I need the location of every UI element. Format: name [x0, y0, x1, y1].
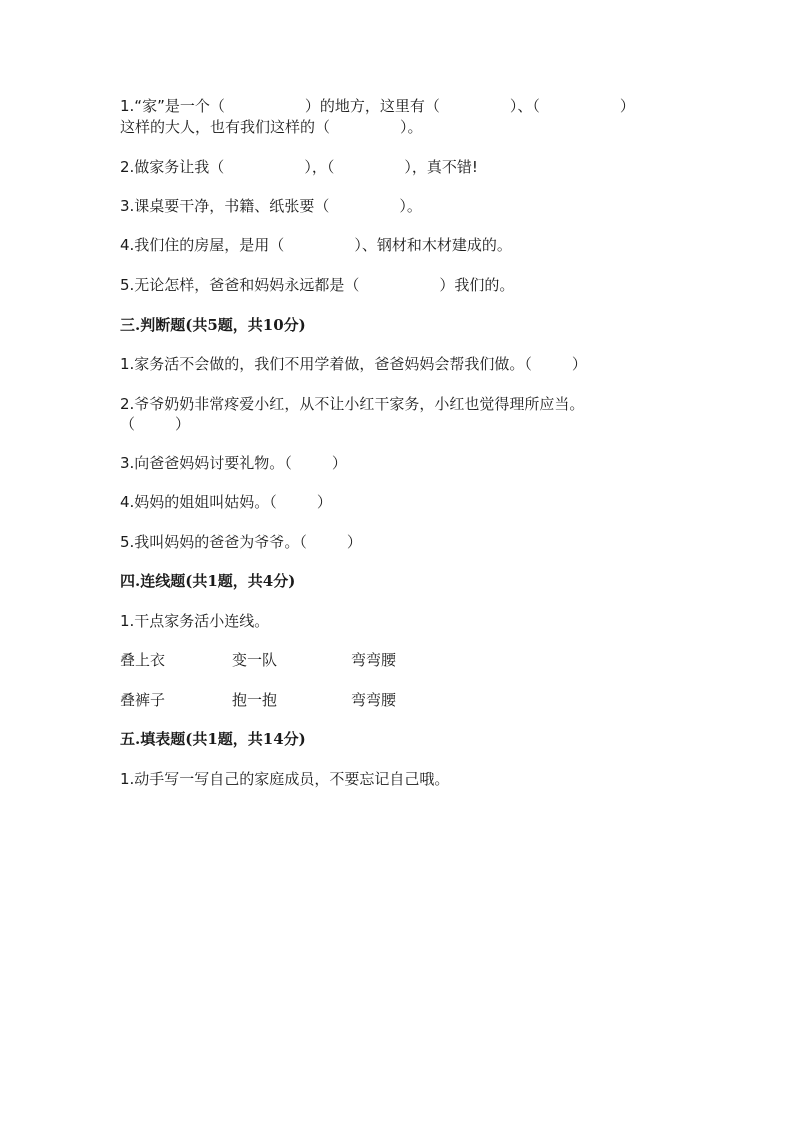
fill-q2-text-b: ），（	[304, 158, 335, 176]
judge-question-1	[120, 354, 587, 374]
judge-question-4	[120, 492, 332, 512]
fill-q3-text-b: ）。	[399, 197, 422, 215]
fill-q3-text-a: 3.课桌要干净，书籍、纸张要（	[120, 197, 330, 215]
matching-prompt: 1.干点家务活小连线。	[120, 612, 270, 630]
fill-q1-text-c: ）、（	[509, 97, 540, 115]
fill-q1-line2-text-b: ）。	[400, 118, 423, 136]
judge-q5-text-b: ）	[346, 533, 362, 551]
judge-q4-text-a: 4.妈妈的姐姐叫姑妈。（	[120, 493, 277, 511]
fill-q4-text-b: ）、钢材和木材建成的。	[354, 236, 512, 254]
judge-q3-text-a: 3.向爸爸妈妈讨要礼物。（	[120, 454, 292, 472]
fill-question-5	[120, 275, 514, 295]
matching-cell: 叠上衣	[120, 651, 166, 669]
fill-q5-text-a: 5.无论怎样，爸爸和妈妈永远都是（	[120, 276, 360, 294]
matching-cell: 弯弯腰	[351, 651, 397, 669]
matching-cell: 抱一抱	[232, 691, 278, 709]
section-heading-matching: 四.连线题(共1题，共4分)	[120, 572, 296, 590]
judge-question-2-line-2	[120, 414, 190, 434]
judge-q1-text-a: 1.家务活不会做的，我们不用学着做，爸爸妈妈会帮我们做。（	[120, 355, 532, 373]
judge-q5-text-a: 5.我叫妈妈的爸爸为爷爷。（	[120, 533, 307, 551]
fill-q1-text-b: ）的地方，这里有（	[304, 97, 440, 115]
judge-q1-text-b: ）	[571, 355, 587, 373]
table-fill-prompt: 1.动手写一写自己的家庭成员，不要忘记自己哦。	[120, 770, 450, 788]
fill-question-1-line-1	[120, 96, 635, 116]
fill-question-1-line-2	[120, 117, 423, 137]
judge-q2-text-b: ）	[175, 415, 191, 433]
fill-q1-text-d: ）	[619, 97, 635, 115]
matching-cell: 叠裤子	[120, 691, 166, 709]
fill-question-2	[120, 157, 478, 177]
matching-cell: 弯弯腰	[351, 691, 397, 709]
judge-q2-text-a: （	[120, 415, 136, 433]
judge-question-3	[120, 453, 347, 473]
fill-q2-text-c: ），真不错!	[404, 158, 478, 176]
fill-question-3	[120, 196, 422, 216]
fill-q5-text-b: ）我们的。	[439, 276, 515, 294]
section-heading-table-fill: 五.填表题(共1题，共14分)	[120, 730, 306, 748]
judge-question-2-line-1: 2.爷爷奶奶非常疼爱小红，从不让小红干家务，小红也觉得理所应当。	[120, 395, 585, 413]
judge-q4-text-b: ）	[316, 493, 332, 511]
fill-q1-line2-text-a: 这样的大人，也有我们这样的（	[120, 118, 331, 136]
matching-cell: 变一队	[232, 651, 278, 669]
fill-question-4	[120, 235, 512, 255]
judge-q3-text-b: ）	[331, 454, 347, 472]
judge-question-5	[120, 532, 362, 552]
section-heading-judge: 三.判断题(共5题，共10分)	[120, 316, 306, 334]
fill-q2-text-a: 2.做家务让我（	[120, 158, 225, 176]
fill-q1-text-a: 1.“家”是一个（	[120, 97, 225, 115]
fill-q4-text-a: 4.我们住的房屋，是用（	[120, 236, 285, 254]
